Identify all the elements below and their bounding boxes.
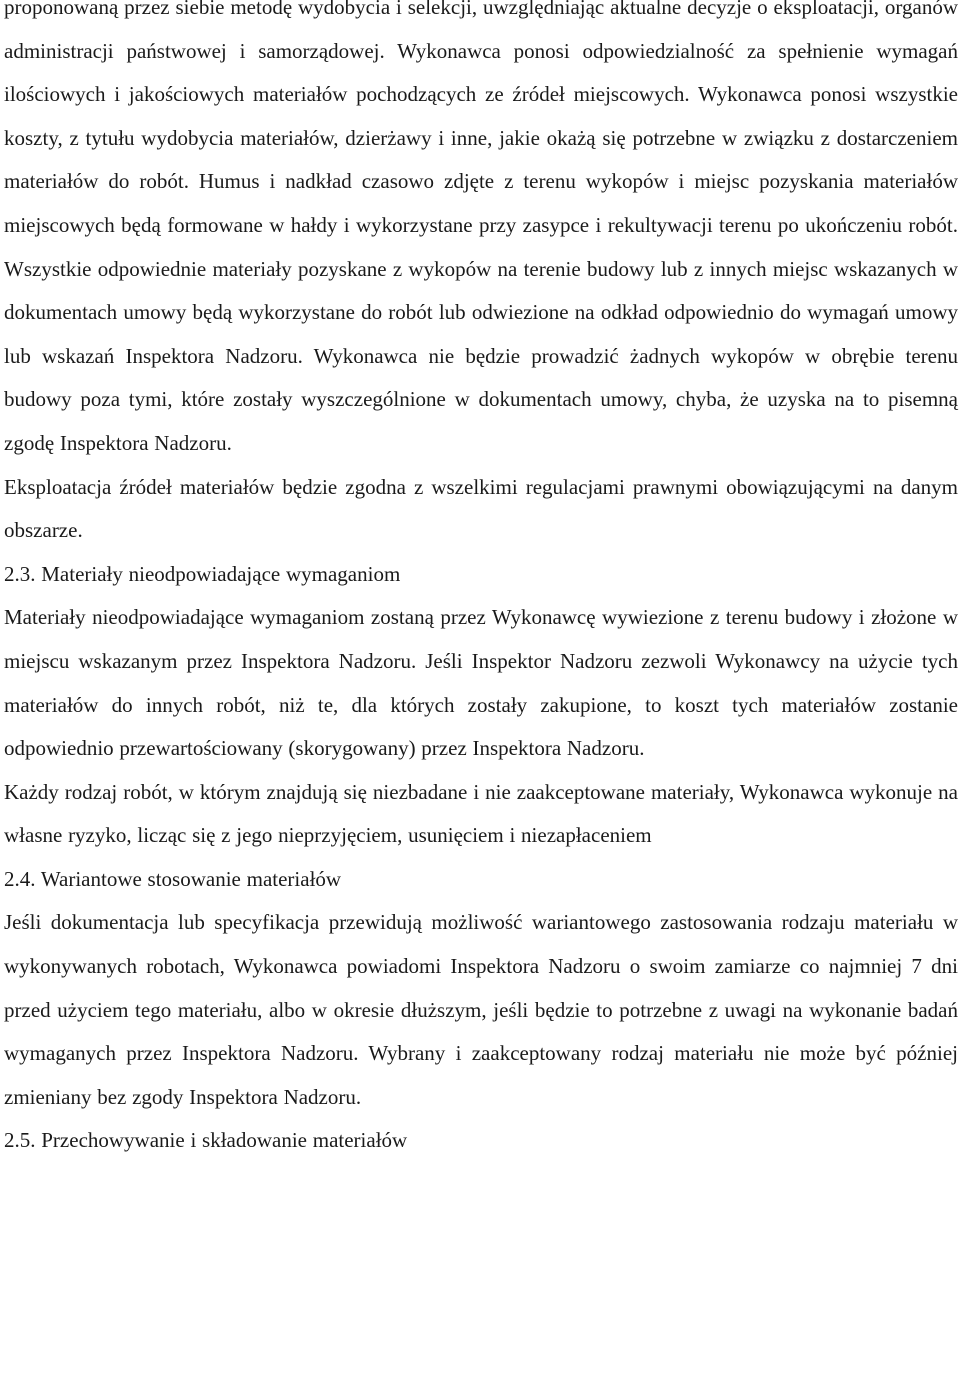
section-heading-2-4: 2.4. Wariantowe stosowanie materiałów	[4, 866, 342, 891]
paragraph-variant-materials: Jeśli dokumentacja lub specyfikacja przewidują możliwość wariantowego zastosowania rodzaju materiału w wykonywanych robotach, Wykonawca powiadomi Inspektora Nadzoru o swoim zamiarze co najmniej 7 dni przed użyciem tego materiału, albo w okresie dłuższym, jeśli będzie to potrzebne z uwagi na wykonanie badań wymaganych przez Inspektora Nadzoru. Wybrany i zaakceptowany rodzaj materiału nie może być później zmieniany bez zgody Inspektora Nadzoru.	[4, 910, 958, 1109]
paragraph-material-sources: proponowaną przez siebie metodę wydobycia i selekcji, uwzględniając aktualne decyzje o eksploatacji, organów administracji państwowej i samorządowej. Wykonawca ponosi odpowiedzialność za spełnienie wymagań ilościowych i jakościowych materiałów pochodzących ze źródeł miejscowych. Wykonawca ponosi wszystkie koszty, z tytułu wydobycia materiałów, dzierżawy i inne, jakie okażą się potrzebne w związku z dostarczeniem materiałów do robót. Humus i nadkład czasowo zdjęte z terenu wykopów i miejsc pozyskania materiałów miejscowych będą formowane w hałdy i wykorzystane przy zasypce i rekultywacji terenu po ukończeniu robót. Wszystkie odpowiednie materiały pozyskane z wykopów na terenie budowy lub z innych miejsc wskazanych w dokumentach umowy będą wykorzystane do robót lub odwiezione na odkład odpowiednio do wymagań umowy lub wskazań Inspektora Nadzoru. Wykonawca nie będzie prowadzić żadnych wykopów w obrębie terenu budowy poza tymi, które zostały wyszczególnione w dokumentach umowy, chyba, że uzyska na to pisemną zgodę Inspektora Nadzoru.	[4, 0, 958, 455]
section-heading-2-3: 2.3. Materiały nieodpowiadające wymaganiom	[4, 561, 401, 586]
paragraph-nonconforming-materials: Materiały nieodpowiadające wymaganiom zostaną przez Wykonawcę wywiezione z terenu budowy i złożone w miejscu wskazanym przez Inspektora Nadzoru. Jeśli Inspektor Nadzoru zezwoli Wykonawcy na użycie tych materiałów do innych robót, niż te, dla których zostały zakupione, to koszt tych materiałów zostanie odpowiednio przewartościowany (skorygowany) przez Inspektora Nadzoru.	[4, 605, 958, 761]
paragraph-untested-materials: Każdy rodzaj robót, w którym znajdują się niezbadane i nie zaakceptowane materiały, Wykonawca wykonuje na własne ryzyko, licząc się z jego nieprzyjęciem, usunięciem i niezapłaceniem	[4, 779, 958, 848]
section-heading-2-5: 2.5. Przechowywanie i składowanie materiałów	[4, 1128, 408, 1153]
paragraph-exploitation-regulations: Eksploatacja źródeł materiałów będzie zgodna z wszelkimi regulacjami prawnymi obowiązującymi na danym obszarze.	[4, 474, 958, 543]
